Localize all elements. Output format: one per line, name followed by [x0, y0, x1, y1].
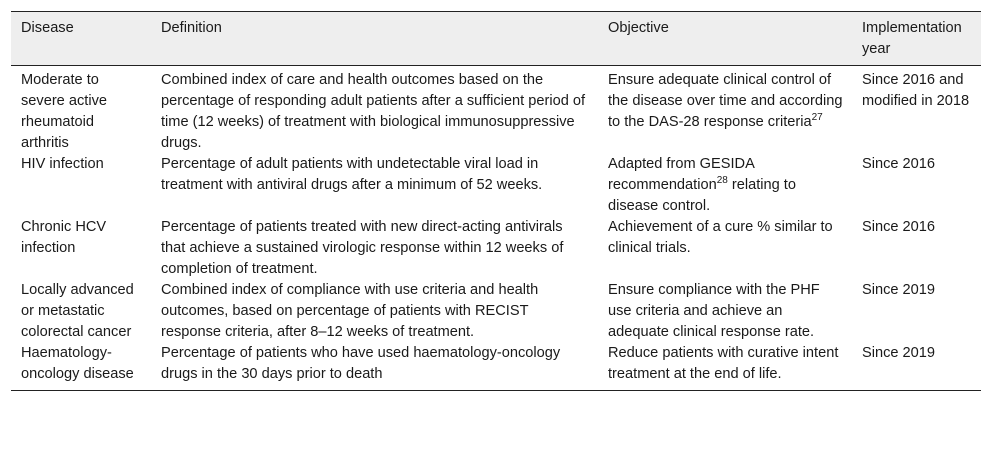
table-header-row [11, 12, 981, 66]
cell-disease: HIV infection [21, 156, 104, 172]
cell-year: Since 2016 and modified in 2018 [862, 72, 970, 109]
cell-year: Since 2019 [852, 343, 981, 391]
cell-definition: Percentage of patients who have used haematology-oncology drugs in the 30 days prior to death [151, 343, 598, 391]
table-row [11, 66, 981, 155]
cell-objective: Ensure compliance with the PHF use criteria and achieve an adequate clinical response rate. [608, 282, 820, 340]
cell-disease: Haematology-oncology disease [11, 343, 151, 391]
cell-objective [598, 66, 852, 155]
indicators-table [11, 11, 981, 391]
cell-year: Since 2019 [862, 282, 936, 298]
cell-definition: Combined index of care and health outcomes based on the percentage of responding adult patients after a sufficient period of time (12 weeks) of treatment with biological immunosuppressive drugs. [161, 72, 586, 151]
cell-disease: Moderate to severe active rheumatoid arthritis [21, 72, 107, 151]
cell-definition: Combined index of compliance with use criteria and health outcomes, based on percentage of patients with RECIST response criteria, after 8–12 weeks of treatment. [161, 282, 539, 340]
header-objective: Objective [598, 12, 852, 66]
objective-text: Ensure adequate clinical control of the disease over time and according to the DAS-28 response criteria [608, 72, 843, 130]
cell-definition: Percentage of patients treated with new direct-acting antivirals that achieve a sustained virologic response within 12 weeks of completion of treatment. [161, 219, 564, 277]
cell-disease: Chronic HCV infection [21, 219, 107, 256]
cell-objective: Achievement of a cure % similar to clinical trials. [608, 219, 833, 256]
cell-year: Since 2016 [862, 219, 936, 235]
table-row [11, 154, 981, 217]
reference-superscript: 28 [716, 175, 728, 187]
cell-definition: Percentage of adult patients with undetectable viral load in treatment with antiviral drugs after a minimum of 52 weeks. [161, 156, 543, 193]
cell-objective: Reduce patients with curative intent treatment at the end of life. [598, 343, 852, 391]
table-row [11, 343, 981, 391]
reference-superscript: 27 [811, 112, 823, 124]
table-row [11, 280, 981, 343]
header-implementation-year: Implementation year [852, 12, 981, 66]
header-definition: Definition [151, 12, 598, 66]
cell-year: Since 2016 [862, 156, 936, 172]
header-disease: Disease [11, 12, 151, 66]
objective-text-after: relating to disease control. [608, 177, 796, 214]
cell-objective [598, 154, 852, 217]
table-row [11, 217, 981, 280]
objective-text: Adapted from GESIDA recommendation [608, 156, 755, 193]
cell-disease: Locally advanced or metastatic colorectal cancer [21, 282, 134, 340]
